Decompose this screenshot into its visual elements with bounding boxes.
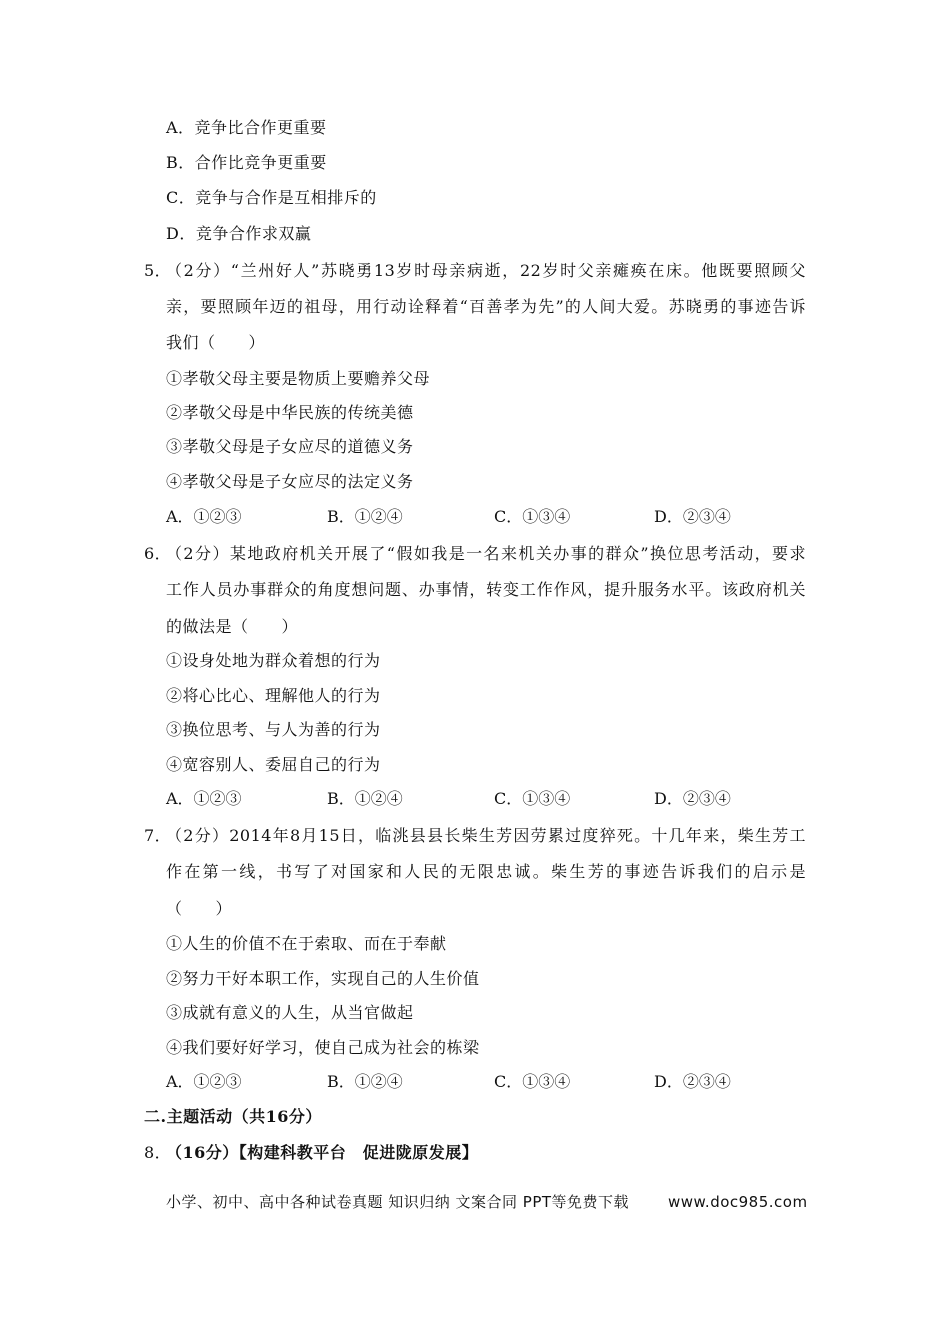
q5-statement-2: ②孝敬父母是中华民族的传统美德	[166, 403, 414, 422]
q5-stem-line-3: 我们（ ）	[166, 333, 266, 352]
section-heading: 二.主题活动（共16分）	[144, 1107, 322, 1126]
q6-statement-4: ④宽容别人、委屈自己的行为	[166, 755, 381, 774]
q4-option-c: C．竞争与合作是互相排斥的	[166, 188, 377, 207]
q5-stem-line-1: （2分）“兰州好人”苏晓勇13岁时母亲病逝，22岁时父亲瘫痪在床。他既要照顾父	[166, 261, 806, 280]
q5-statement-4: ④孝敬父母是子女应尽的法定义务	[166, 472, 414, 491]
q7-choice-c: C．①③④	[494, 1072, 571, 1091]
q7-number: 7．	[144, 826, 172, 845]
q6-statement-1: ①设身处地为群众着想的行为	[166, 651, 381, 670]
q5-stem-line-2: 亲，要照顾年迈的祖母，用行动诠释着“百善孝为先”的人间大爱。苏晓勇的事迹告诉	[166, 297, 806, 316]
q7-choice-a: A．①②③	[166, 1072, 242, 1091]
q7-statement-3: ③成就有意义的人生，从当官做起	[166, 1003, 414, 1022]
q4-option-b: B．合作比竞争更重要	[166, 153, 327, 172]
q5-choice-a: A．①②③	[166, 507, 242, 526]
q6-choice-a: A．①②③	[166, 789, 242, 808]
q6-choice-d: D．②③④	[654, 789, 731, 808]
q7-statement-4: ④我们要好好学习，使自己成为社会的栋梁	[166, 1038, 480, 1057]
q6-stem-line-3: 的做法是（ ）	[166, 617, 299, 636]
q5-choice-d: D．②③④	[654, 507, 731, 526]
q5-statement-1: ①孝敬父母主要是物质上要赡养父母	[166, 369, 431, 388]
q5-choice-b: B．①②④	[327, 507, 403, 526]
q6-choice-b: B．①②④	[327, 789, 403, 808]
footer-url[interactable]: www.doc985.com	[668, 1193, 808, 1211]
q5-number: 5．	[144, 261, 172, 280]
q6-choice-c: C．①③④	[494, 789, 571, 808]
q4-option-d: D．竞争合作求双赢	[166, 224, 312, 243]
q8-number: 8．	[144, 1143, 172, 1162]
q8-title: （16分）【构建科教平台 促进陇原发展】	[166, 1143, 479, 1162]
q7-stem-line-2: 作在第一线，书写了对国家和人民的无限忠诚。柴生芳的事迹告诉我们的启示是	[166, 862, 806, 881]
q5-statement-3: ③孝敬父母是子女应尽的道德义务	[166, 437, 414, 456]
q6-statement-3: ③换位思考、与人为善的行为	[166, 720, 381, 739]
q6-stem-line-2: 工作人员办事群众的角度想问题、办事情，转变工作作风，提升服务水平。该政府机关	[166, 580, 806, 599]
q7-choice-b: B．①②④	[327, 1072, 403, 1091]
q7-stem-line-1: （2分）2014年8月15日，临洮县县长柴生芳因劳累过度猝死。十几年来，柴生芳工	[166, 826, 806, 845]
q6-stem-line-1: （2分）某地政府机关开展了“假如我是一名来机关办事的群众”换位思考活动，要求	[166, 544, 806, 563]
q7-stem-line-3: （ ）	[166, 899, 233, 918]
q7-choice-d: D．②③④	[654, 1072, 731, 1091]
q7-statement-2: ②努力干好本职工作，实现自己的人生价值	[166, 969, 480, 988]
q5-choice-c: C．①③④	[494, 507, 571, 526]
footer-text: 小学、初中、高中各种试卷真题 知识归纳 文案合同 PPT等免费下载	[166, 1193, 630, 1211]
q6-number: 6．	[144, 544, 172, 563]
q4-option-a: A．竞争比合作更重要	[166, 118, 327, 137]
q6-statement-2: ②将心比心、理解他人的行为	[166, 686, 381, 705]
q7-statement-1: ①人生的价值不在于索取、而在于奉献	[166, 934, 447, 953]
